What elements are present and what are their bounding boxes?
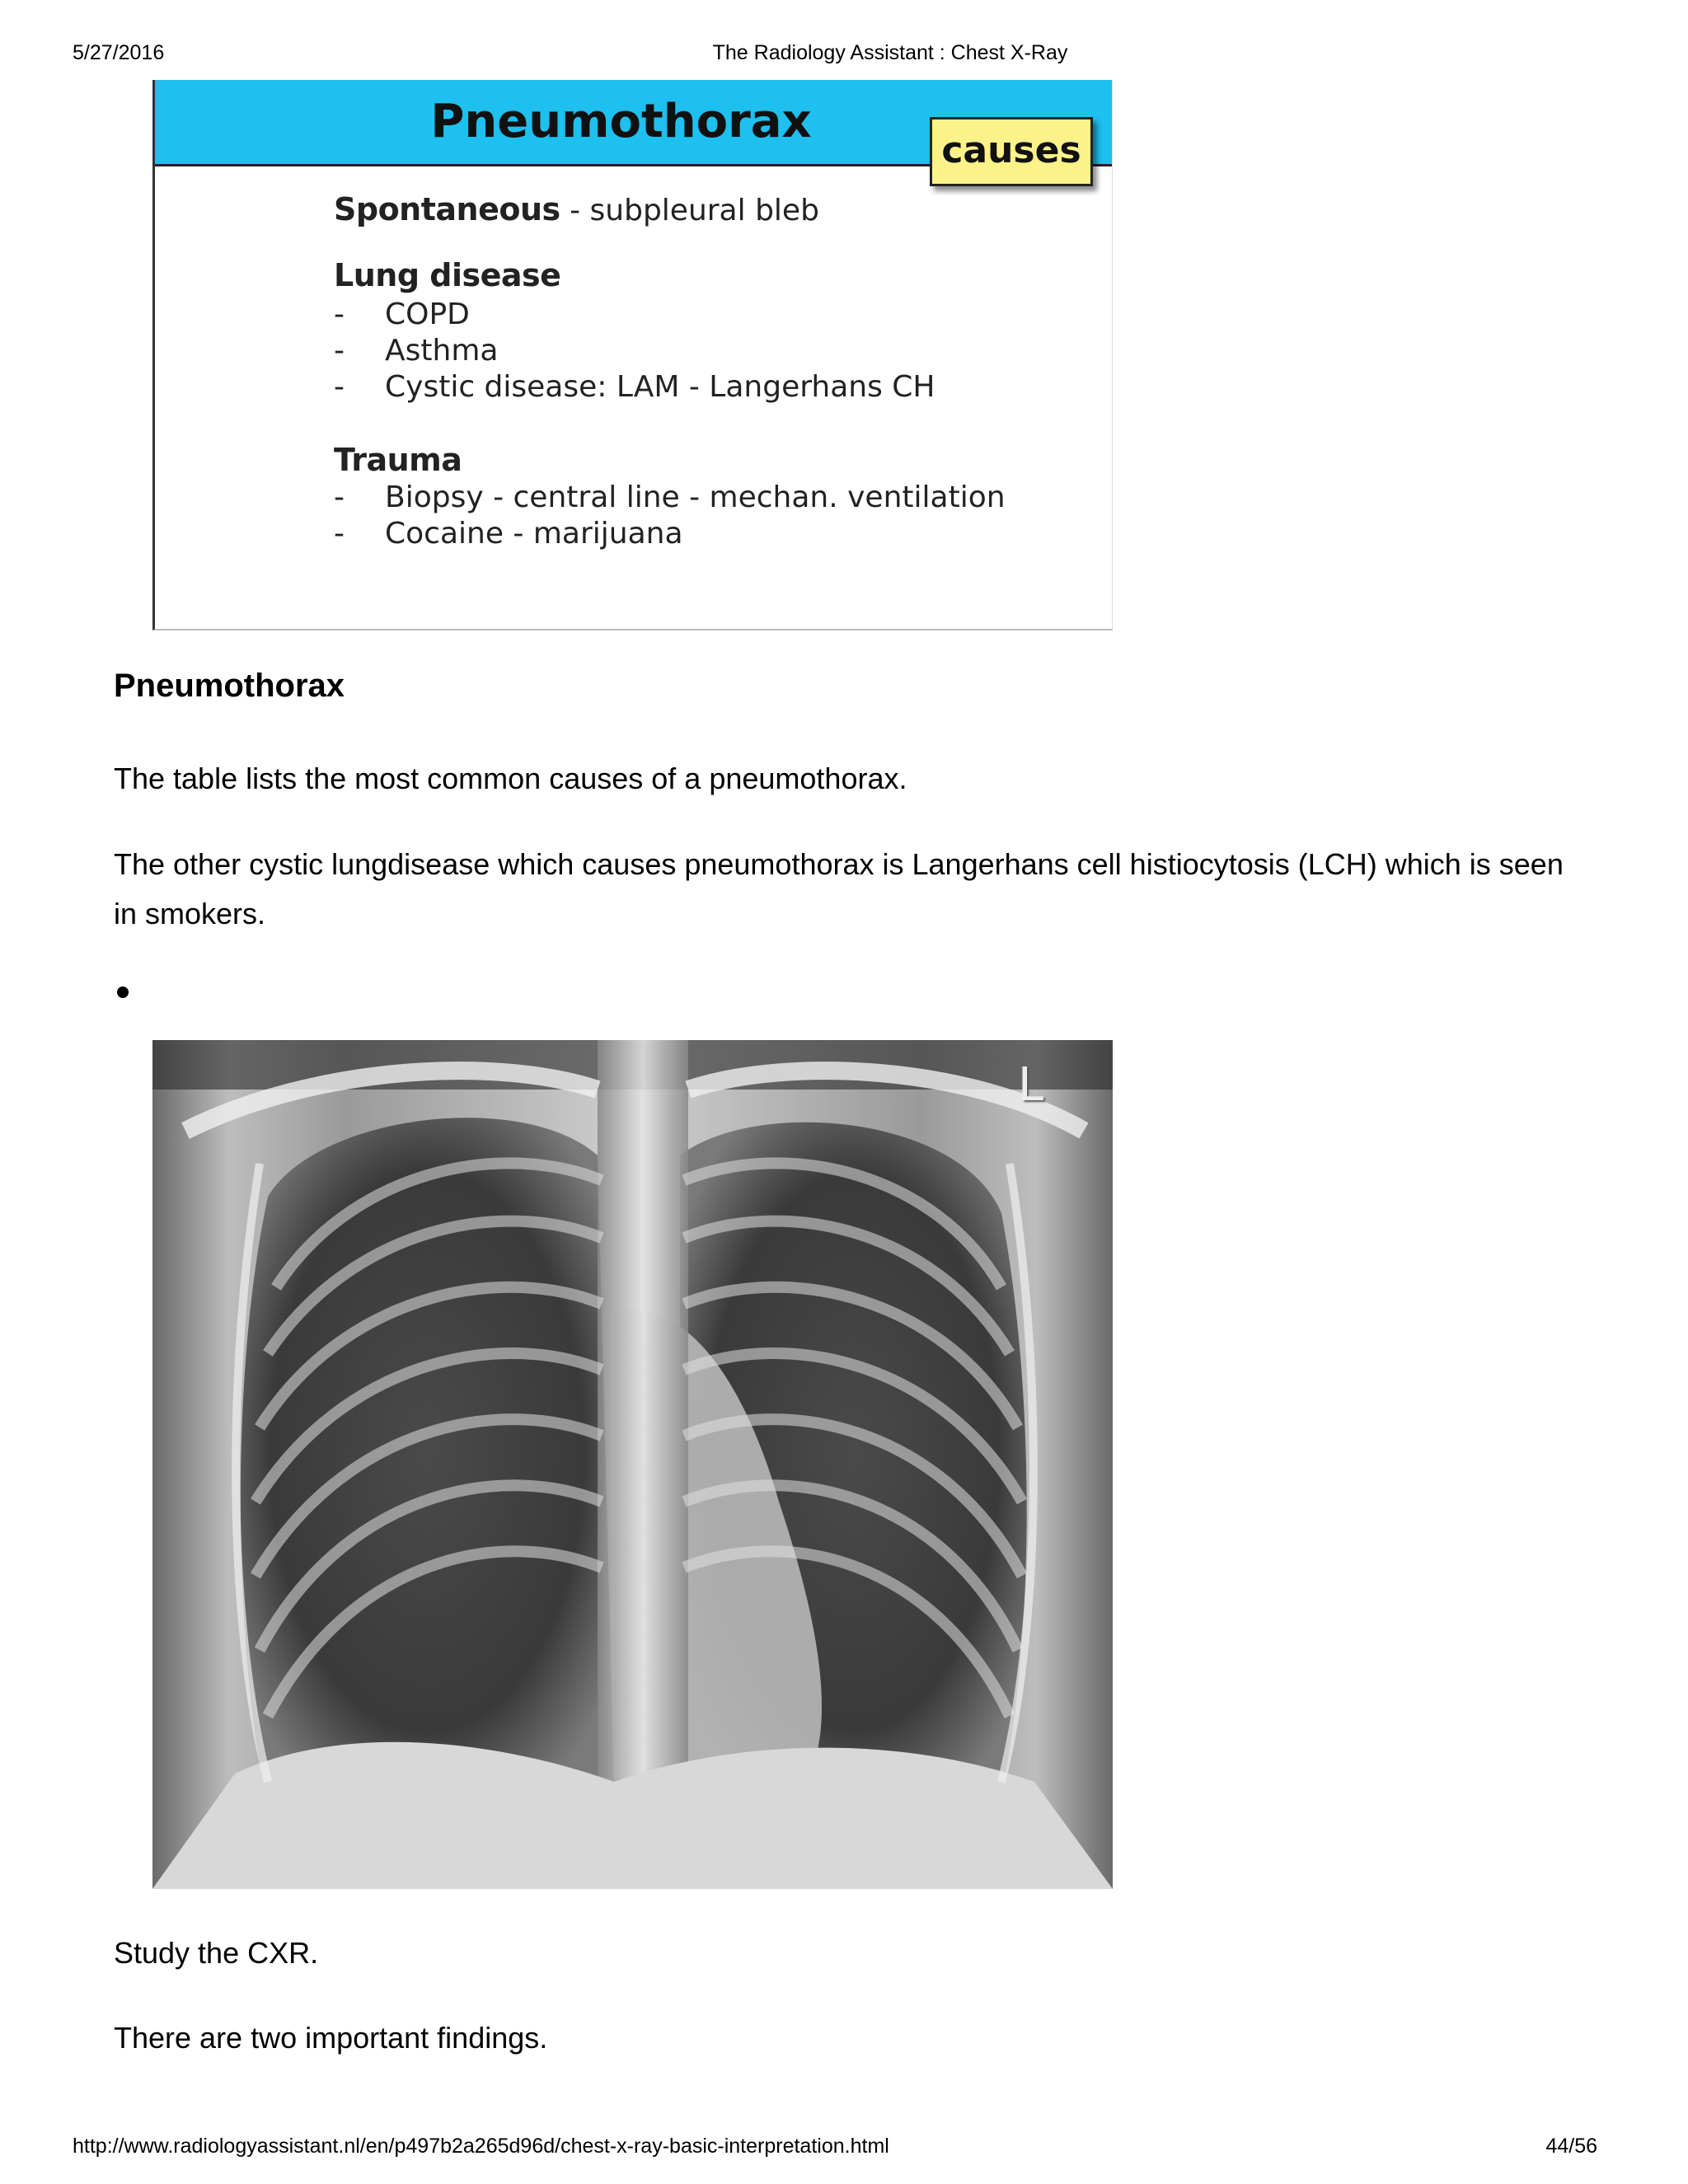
slide-body <box>334 191 1006 552</box>
dash: - <box>334 517 345 551</box>
paragraph-lch: The other cystic lungdisease which causes pneumothorax is Langerhans cell histiocytosis (LCH) which is seen in smokers. <box>114 847 1564 930</box>
slide-causes-badge: causes <box>930 117 1093 186</box>
print-page-number: 44/56 <box>1545 2135 1597 2158</box>
list-bullet <box>117 987 129 998</box>
paragraph-findings: There are two important findings. <box>114 2021 548 2055</box>
print-url: http://www.radiologyassistant.nl/en/p497b2a265d96d/chest-x-ray-basic-interpretation.html <box>73 2135 889 2158</box>
spontaneous-heading: Spontaneous <box>334 191 560 227</box>
print-page-title: The Radiology Assistant : Chest X-Ray <box>712 41 1068 64</box>
dash: - <box>334 480 345 514</box>
dash: - <box>334 334 345 368</box>
section-heading: Pneumothorax <box>114 668 345 704</box>
xray-side-marker: L <box>1018 1058 1044 1112</box>
paragraph-causes: The table lists the most common causes of a pneumothorax. <box>114 762 907 795</box>
lung-item: - Cystic disease: LAM - Langerhans CH <box>334 370 935 404</box>
chest-xray-image <box>152 1040 1113 1889</box>
print-date: 5/27/2016 <box>73 41 165 64</box>
causes-slide <box>152 80 1113 630</box>
lung-item: - Asthma <box>334 334 499 368</box>
dash: - <box>334 298 345 331</box>
trauma-item: - Cocaine - marijuana <box>334 517 683 551</box>
paragraph-study: Study the CXR. <box>114 1936 319 1970</box>
spontaneous-sub: - subpleural bleb <box>560 194 819 227</box>
slide-title: Pneumothorax <box>430 95 812 148</box>
dash: - <box>334 370 345 404</box>
trauma-item: - Biopsy - central line - mechan. ventilation <box>334 480 1006 514</box>
lung-disease-heading: Lung disease <box>334 257 561 293</box>
spontaneous-line <box>334 191 1006 244</box>
trauma-heading: Trauma <box>334 442 462 478</box>
lung-item: - COPD <box>334 298 470 331</box>
